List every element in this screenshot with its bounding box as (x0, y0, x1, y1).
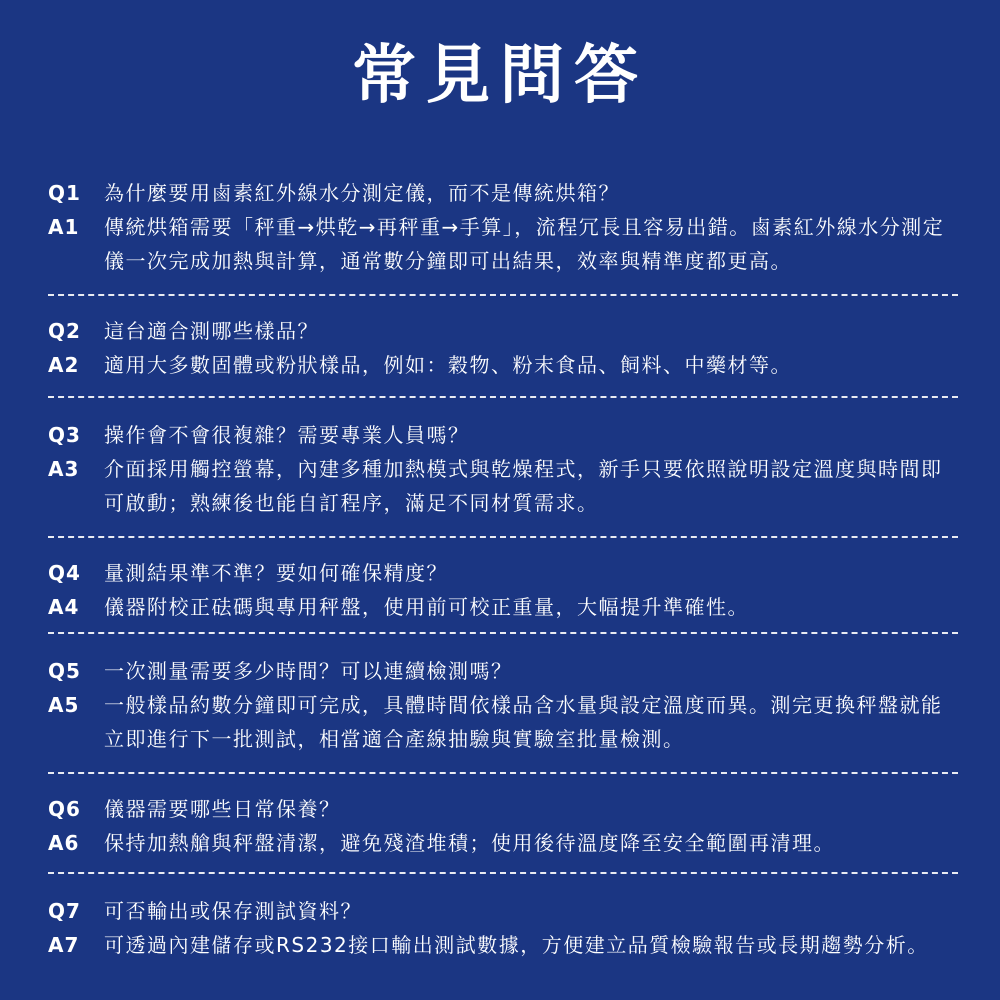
question-tag: Q2 (48, 319, 81, 343)
question-row (48, 314, 958, 348)
answer-tag: A5 (48, 693, 80, 717)
question-row (48, 654, 958, 688)
question-row (48, 894, 958, 928)
question-row (48, 176, 958, 210)
answer-row (48, 348, 958, 382)
question-tag: Q6 (48, 797, 81, 821)
answer-text: 儀器附校正砝碼與專用秤盤，使用前可校正重量，大幅提升準確性。 (104, 595, 749, 619)
question-text: 一次測量需要多少時間？可以連續檢測嗎？ (104, 659, 513, 683)
answer-tag: A6 (48, 831, 80, 855)
dashed-divider (48, 396, 958, 398)
faq-item-7 (48, 894, 958, 962)
answer-text: 適用大多數固體或粉狀樣品，例如：穀物、粉末食品、飼料、中藥材等。 (104, 353, 792, 377)
question-tag: Q1 (48, 181, 81, 205)
dashed-divider (48, 294, 958, 296)
answer-row (48, 590, 958, 624)
question-tag: Q7 (48, 899, 81, 923)
question-tag: Q3 (48, 423, 81, 447)
question-row (48, 418, 958, 452)
answer-tag: A2 (48, 353, 80, 377)
answer-row (48, 210, 958, 278)
answer-text: 傳統烘箱需要「秤重→烘乾→再秤重→手算」，流程冗長且容易出錯。鹵素紅外線水分測定儀一次完成加熱與計算，通常數分鐘即可出結果，效率與精準度都更高。 (104, 215, 945, 273)
answer-tag: A1 (48, 215, 80, 239)
question-row (48, 792, 958, 826)
dashed-divider (48, 536, 958, 538)
question-tag: Q5 (48, 659, 81, 683)
faq-list (48, 176, 958, 962)
answer-row (48, 826, 958, 860)
page-title: 常見問答 (352, 39, 648, 113)
answer-text: 介面採用觸控螢幕，內建多種加熱模式與乾燥程式，新手只要依照說明設定溫度與時間即可啟動；熟練後也能自訂程序，滿足不同材質需求。 (104, 457, 943, 515)
question-row (48, 556, 958, 590)
answer-tag: A4 (48, 595, 80, 619)
faq-item-1 (48, 176, 958, 278)
question-text: 可否輸出或保存測試資料？ (104, 899, 362, 923)
question-text: 量測結果準不準？要如何確保精度？ (104, 561, 448, 585)
dashed-divider (48, 872, 958, 874)
answer-row (48, 688, 958, 756)
answer-tag: A7 (48, 933, 80, 957)
answer-text: 可透過內建儲存或RS232接口輸出測試數據，方便建立品質檢驗報告或長期趨勢分析。 (104, 933, 929, 957)
dashed-divider (48, 632, 958, 634)
question-tag: Q4 (48, 561, 81, 585)
question-text: 這台適合測哪些樣品？ (104, 319, 319, 343)
answer-text: 保持加熱艙與秤盤清潔，避免殘渣堆積；使用後待溫度降至安全範圍再清理。 (104, 831, 835, 855)
faq-item-4 (48, 556, 958, 624)
answer-tag: A3 (48, 457, 80, 481)
question-text: 為什麼要用鹵素紅外線水分測定儀，而不是傳統烘箱？ (104, 181, 620, 205)
question-text: 操作會不會很複雜？需要專業人員嗎？ (104, 423, 470, 447)
question-text: 儀器需要哪些日常保養？ (104, 797, 341, 821)
faq-item-6 (48, 792, 958, 860)
answer-row (48, 928, 958, 962)
faq-item-2 (48, 314, 958, 382)
faq-item-3 (48, 418, 958, 520)
answer-text: 一般樣品約數分鐘即可完成，具體時間依樣品含水量與設定溫度而異。測完更換秤盤就能立即進行下一批測試，相當適合產線抽驗與實驗室批量檢測。 (104, 693, 943, 751)
dashed-divider (48, 772, 958, 774)
faq-item-5 (48, 654, 958, 756)
answer-row (48, 452, 958, 520)
